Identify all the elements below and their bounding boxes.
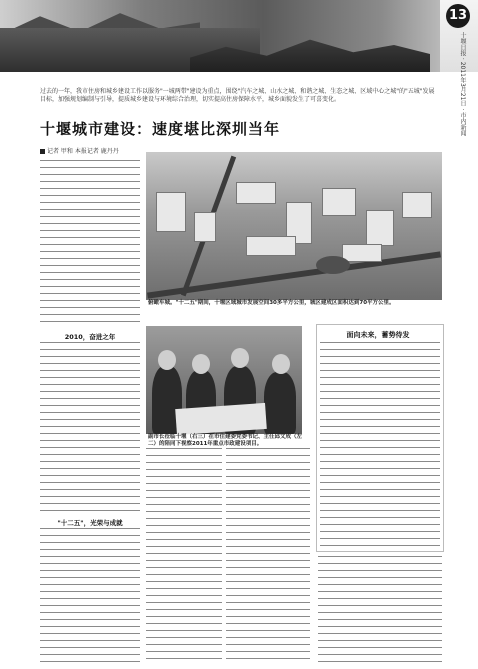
text-lines	[318, 556, 442, 664]
body-column-4	[318, 556, 442, 664]
article-byline	[40, 146, 119, 155]
page-number-badge: 13	[446, 4, 470, 28]
byline-marker-icon	[40, 149, 45, 154]
text-lines	[40, 160, 140, 328]
subhead-block-2	[40, 516, 140, 526]
building	[194, 212, 216, 242]
subhead-12th-five-year: "十二五"，光荣与成就	[57, 519, 123, 527]
building	[246, 236, 296, 256]
body-column-3	[226, 448, 310, 664]
aerial-city-photo	[146, 152, 442, 300]
person-head	[272, 354, 290, 374]
building	[156, 192, 186, 232]
article-lede: 过去的一年，我市住房和城乡建设工作以服务"一城两带"建设为重点，围绕"汽车之城、山水之城、和谐之城、生态之城、区域中心之城"的"五城"发展目标，加强规划编制与引导，提质城乡建设与环境综合治理，切实提高住房保障水平，城乡面貌发生了可喜变化。	[40, 88, 435, 103]
building	[236, 182, 276, 204]
section-label: 十堰日报 · 2011年3月21日 · 市内新闻	[459, 32, 466, 137]
building	[342, 244, 382, 262]
text-lines	[40, 342, 140, 514]
text-lines	[226, 448, 310, 664]
building	[402, 192, 432, 218]
sidebar-title: 面向未来，蓄势待发	[346, 331, 410, 339]
body-column-2	[146, 448, 222, 664]
person	[264, 372, 296, 434]
person-head	[158, 350, 176, 370]
building	[322, 188, 356, 216]
text-lines	[146, 448, 222, 664]
subhead-block-1	[40, 330, 140, 340]
aerial-photo-caption: 俯瞰车城。"十二五"期间，十堰区域城市发展空间30多平方公里，城区建成区面积达到70平方公里。	[148, 300, 395, 306]
body-column-1b	[40, 342, 140, 514]
body-column-1c	[40, 528, 140, 664]
byline-text: 记者 甲和 本报记者 鹿丹丹	[47, 148, 119, 155]
text-lines	[320, 342, 440, 548]
subhead-2010: 2010，奋进之年	[64, 333, 116, 341]
article-headline: 十堰城市建设：速度堪比深圳当年	[40, 120, 281, 138]
meeting-photo	[146, 326, 302, 434]
building	[366, 210, 394, 246]
meeting-photo-caption: 副市长莅临十堰（右三）在市住建委党委书记、主任邱文成（左二）的陪同下视察2011年重点市政建设项目。	[148, 434, 303, 447]
person-head	[192, 354, 210, 374]
text-lines	[40, 528, 140, 664]
body-column-1a	[40, 160, 140, 328]
roundabout	[316, 256, 350, 274]
person-head	[231, 348, 249, 368]
sidebar-body	[320, 342, 440, 548]
